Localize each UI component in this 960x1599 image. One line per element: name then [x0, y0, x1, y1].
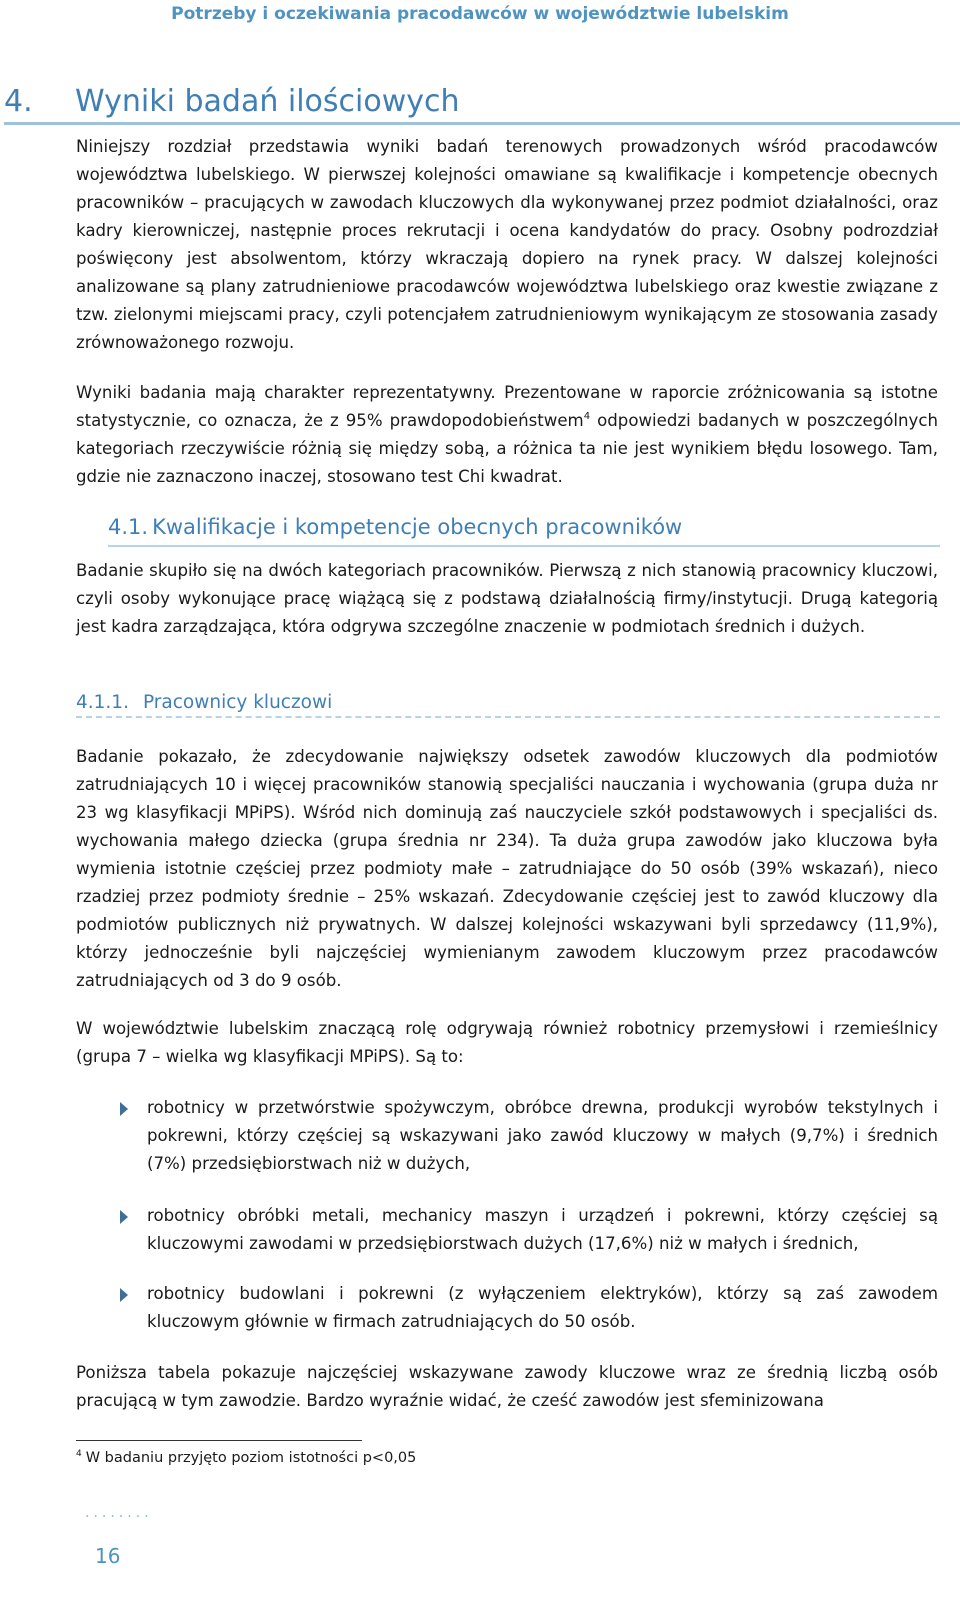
list-item [76, 1202, 938, 1258]
footnote-text: W badaniu przyjęto poziom istotności p<0,05 [85, 1450, 417, 1466]
intro-paragraph: Niniejszy rozdział przedstawia wyniki badań terenowych prowadzonych wśród pracodawców województwa lubelskiego. W pierwszej kolejności omawiane są kwalifikacje i kompetencje obecnych pracowników – pracujących w zawodach kluczowych dla wykonywanej przez podmiot działalności, oraz kadry kierowniczej, następnie proces rekrutacji i ocena kandydatów do pracy. Osobny podrozdział poświęcony jest absolwentom, którzy wkraczają dopiero na rynek pracy. W dalszej kolejności analizowane są plany zatrudnieniowe pracodawców województwa lubelskiego oraz kwestie związane z tzw. zielonymi miejscami pracy, czyli potencjałem zatrudnieniowym wynikającym ze stosowania zasady zrównoważonego rozwoju. [76, 137, 938, 352]
list-item [76, 1094, 938, 1178]
list-item-text: robotnicy obróbki metali, mechanicy maszyn i urządzeń i pokrewni, którzy częściej są kluczowymi zawodami w przedsiębiorstwach dużych (17,6%) niż w małych i średnich, [147, 1206, 938, 1253]
page-number: 16 [95, 1544, 121, 1568]
industrial-workers-block [76, 1015, 938, 1071]
footer-dots: ........ [85, 1505, 153, 1521]
table-intro-block [76, 1359, 938, 1415]
footnote-number: 4 [76, 1449, 82, 1459]
subsection-paragraph: Badanie skupiło się na dwóch kategoriach pracowników. Pierwszą z nich stanowią pracownicy kluczowi, czyli osoby wykonujące pracę wiążącą się z podstawą działalnością firmy/instytucji. Drugą kategorią jest kadra zarządzająca, która odgrywa szczególne znaczenie w podmiotach średnich i dużych. [76, 561, 938, 636]
footnote-reference[interactable]: 4 [583, 411, 591, 422]
list-item-text: robotnicy budowlani i pokrewni (z wyłączeniem elektryków), którzy są zaś zawodem kluczowym głównie w firmach zatrudniających do 50 osób. [147, 1284, 938, 1331]
subsubsection-heading [76, 692, 940, 718]
subsection-intro [76, 557, 938, 641]
representativeness-text-a: Wyniki badania mają charakter reprezentatywny. Prezentowane w raporcie zróżnicowania są istotne statystycznie, co oznacza, że z 95% prawdopodobieństwem [76, 383, 938, 430]
section-heading [4, 84, 960, 125]
industrial-workers-paragraph: W województwie lubelskim znaczącą rolę odgrywają również robotnicy przemysłowi i rzemieślnicy (grupa 7 – wielka wg klasyfikacji MPiPS). Są to: [76, 1019, 938, 1066]
footnote [76, 1450, 416, 1466]
representativeness-paragraph [76, 379, 938, 491]
subsubsection-title: Pracownicy kluczowi [142, 692, 333, 713]
representativeness-text-b: odpowiedzi badanych w poszczególnych kategoriach rzeczywiście różnią się między sobą, a różnica ta nie jest wynikiem błędu losowego. Tam, gdzie nie zaznaczono inaczej, stosowano test Chi kwadrat. [76, 411, 938, 486]
triangle-bullet-icon [120, 1210, 128, 1224]
triangle-bullet-icon [120, 1102, 128, 1116]
section-title: Wyniki badań ilościowych [75, 84, 460, 119]
section-intro [76, 133, 938, 357]
section-number: 4. [4, 84, 33, 119]
subsubsection-number: 4.1.1. [76, 692, 129, 713]
running-header: Potrzeby i oczekiwania pracodawców w województwie lubelskim [171, 4, 789, 24]
list-item [76, 1280, 938, 1336]
triangle-bullet-icon [120, 1288, 128, 1302]
subsection-title: Kwalifikacje i kompetencje obecnych pracowników [152, 515, 683, 539]
key-workers-block [76, 743, 938, 995]
subsection-number: 4.1. [108, 515, 149, 539]
representativeness-block [76, 379, 938, 491]
subsection-heading [108, 515, 940, 547]
key-workers-paragraph: Badanie pokazało, że zdecydowanie największy odsetek zawodów kluczowych dla podmiotów zatrudniających 10 i więcej pracowników stanowią specjaliści nauczania i wychowania (grupa duża nr 23 wg klasyfikacji MPiPS). Wśród nich dominują zaś nauczyciele szkół podstawowych i specjaliści ds. wychowania małego dziecka (grupa średnia nr 234). Ta duża grupa zawodów jako kluczowa była wymienia istotnie częściej przez podmioty małe – zatrudniające do 50 osób (39% wskazań), nieco rzadziej przez podmioty średnie – 25% wskazań. Zdecydowanie częściej jest to zawód kluczowy dla podmiotów publicznych niż prywatnych. W dalszej kolejności wskazywani byli sprzedawcy (11,9%), którzy jednocześnie byli najczęściej wymienianym zawodem kluczowym przez pracodawców zatrudniających od 3 do 9 osób. [76, 747, 938, 990]
list-item-text: robotnicy w przetwórstwie spożywczym, obróbce drewna, produkcji wyrobów tekstylnych i pokrewni, którzy częściej są wskazywani jako zawód kluczowy w małych (9,7%) i średnich (7%) przedsiębiorstwach niż w dużych, [147, 1098, 938, 1173]
footnote-separator [76, 1440, 362, 1441]
table-intro-paragraph: Poniższa tabela pokazuje najczęściej wskazywane zawody kluczowe wraz ze średnią liczbą osób pracującą w tym zawodzie. Bardzo wyraźnie widać, że cześć zawodów jest sfeminizowana [76, 1363, 938, 1410]
